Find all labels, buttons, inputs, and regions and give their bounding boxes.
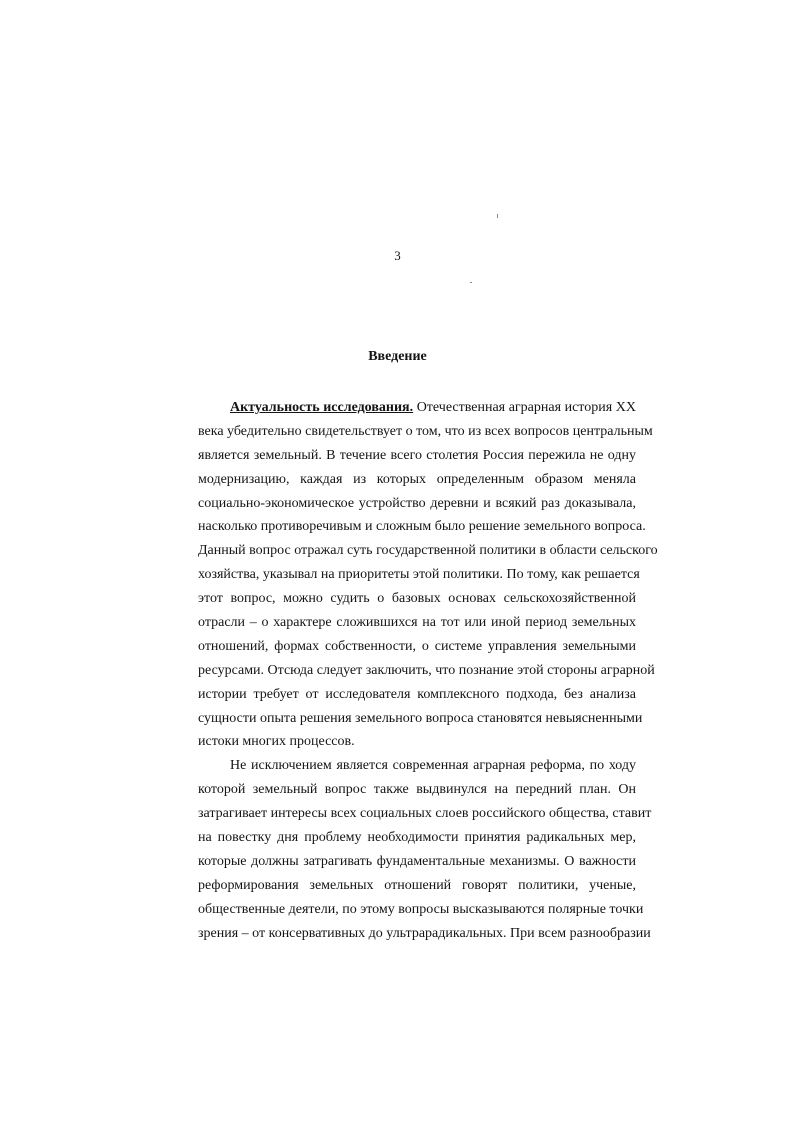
text-line: насколько противоречивым и сложным было решение земельного вопроса. [198, 519, 646, 535]
text-line: Актуальность исследования. Отечественная аграрная история XX [230, 400, 636, 415]
text-line: общественные деятели, по этому вопросы высказываются полярные точки [198, 901, 644, 917]
text-line: которые должны затрагивать фундаментальные механизмы. О важности [198, 853, 636, 869]
text-line: модернизацию, каждая из которых определенным образом меняла [198, 471, 636, 487]
text-line: реформирования земельных отношений говорят политики, ученые, [198, 877, 636, 893]
text-line: затрагивает интересы всех социальных слоев российского общества, ставит [198, 806, 652, 822]
text-line: истории требует от исследователя комплексного подхода, без анализа [198, 686, 636, 702]
text-line: ресурсами. Отсюда следует заключить, что познание этой стороны аграрной [198, 662, 655, 678]
text-line: Данный вопрос отражал суть государственной политики в области сельского [198, 543, 658, 559]
text-line: истоки многих процессов. [198, 734, 355, 750]
scan-speck [497, 214, 498, 218]
lead-phrase: Актуальность исследования. [230, 400, 414, 415]
text-line: этот вопрос, можно судить о базовых основах сельскохозяйственной [198, 591, 636, 607]
text-line: отрасли – о характере сложившихся на тот или иной период земельных [198, 615, 636, 631]
text-line: зрения – от консервативных до ультрарадикальных. При всем разнообразии [198, 925, 651, 941]
text-line: является земельный. В течение всего столетия Россия пережила не одну [198, 447, 636, 463]
text-line: социально-экономическое устройство деревни и всякий раз доказывала, [198, 495, 636, 511]
scan-speck [470, 282, 472, 283]
text-line: Не исключением является современная аграрная реформа, по ходу [230, 758, 636, 774]
page-number: 3 [394, 248, 401, 263]
text-line: сущности опыта решения земельного вопроса становятся невыясненными [198, 710, 643, 726]
text-line: на повестку дня проблему необходимости принятия радикальных мер, [198, 830, 636, 846]
section-heading: Введение [368, 349, 427, 364]
text-line: хозяйства, указывал на приоритеты этой политики. По тому, как решается [198, 567, 640, 583]
text-line: отношений, формах собственности, о системе управления земельными [198, 638, 636, 654]
text-line: века убедительно свидетельствует о том, что из всех вопросов центральным [198, 423, 653, 439]
text-line: которой земельный вопрос также выдвинулся на передний план. Он [198, 782, 636, 798]
body-text [198, 396, 658, 945]
